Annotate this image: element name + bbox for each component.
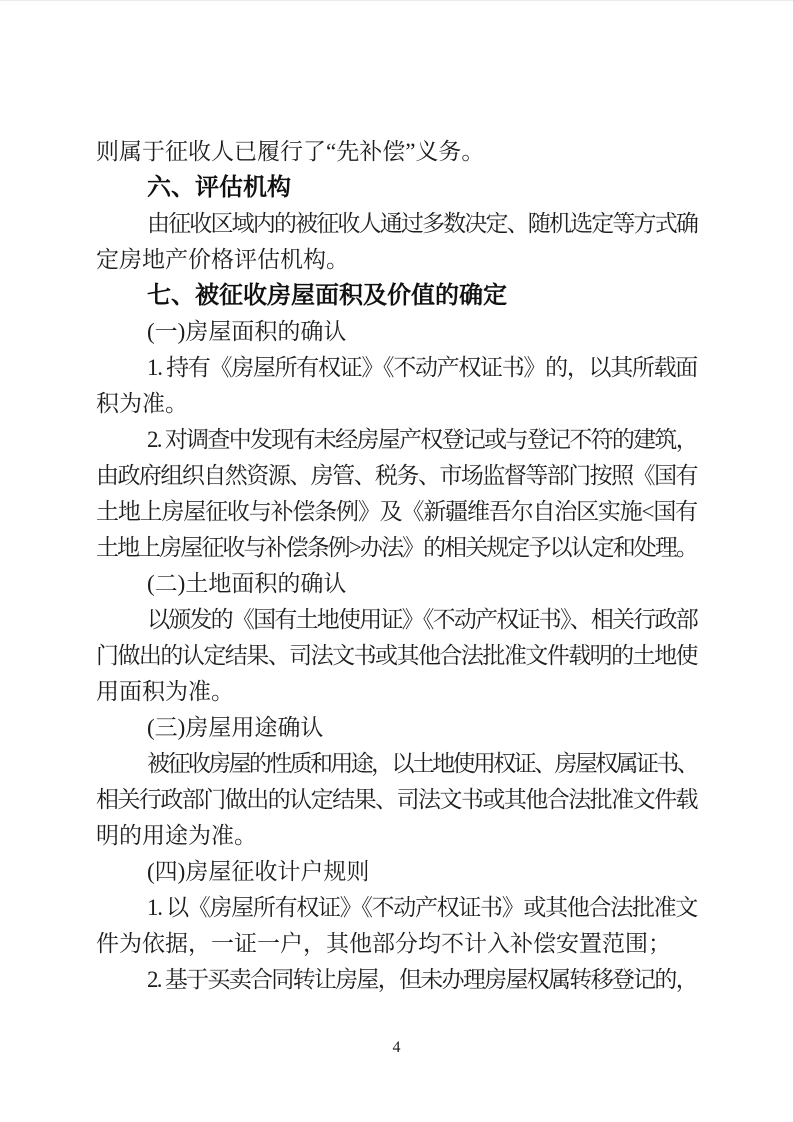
text-line: 2. 对调查中发现有未经房屋产权登记或与登记不符的建筑，	[147, 427, 698, 452]
text-line: 1. 持有《房屋所有权证》《不动产权证书》的，以其所载面	[147, 355, 698, 380]
text-line: 1. 以《房屋所有权证》《不动产权证书》或其他合法批准文	[147, 895, 698, 920]
text-line: 相关行政部门做出的认定结果、司法文书或其他合法批准文件载	[96, 787, 698, 812]
text-line: 土地上房屋征收与补偿条例》及《新疆维吾尔自治区实施<国有	[96, 499, 697, 524]
document-body	[96, 134, 697, 998]
text-line: 被征收房屋的性质和用途，以土地使用权证、房屋权属证书、	[147, 751, 698, 776]
text-line: 用面积为准。	[96, 679, 234, 704]
text-line: (一)房屋面积的确认	[147, 319, 347, 344]
text-line: 以颁发的《国有土地使用证》《不动产权证书》、相关行政部	[147, 607, 698, 632]
section-heading: 七、被征收房屋面积及价值的确定	[147, 282, 507, 309]
text-line: 由政府组织自然资源、房管、税务、市场监督等部门按照《国有	[96, 463, 698, 488]
text-line: (三)房屋用途确认	[147, 715, 324, 740]
page-number: 4	[392, 1039, 401, 1056]
text-line: 定房地产价格评估机构。	[96, 247, 349, 272]
text-line: (二)土地面积的确认	[147, 571, 347, 596]
text-line: 件为依据，一证一户，其他部分均不计入补偿安置范围；	[96, 931, 671, 956]
text-line: 由征收区域内的被征收人通过多数决定、随机选定等方式确	[147, 211, 698, 236]
text-line: 土地上房屋征收与补偿条例>办法》的相关规定予以认定和处理。	[96, 535, 697, 560]
text-line: 明的用途为准。	[96, 823, 257, 848]
text-line: 2. 基于买卖合同转让房屋，但未办理房屋权属转移登记的，	[147, 967, 698, 992]
text-line: 门做出的认定结果、司法文书或其他合法批准文件载明的土地使	[96, 643, 698, 668]
page-top-edge	[0, 0, 793, 1]
text-line: 则属于征收人已履行了“先补偿”义务。	[96, 139, 485, 164]
text-line: (四)房屋征收计户规则	[147, 859, 370, 884]
section-heading: 六、评估机构	[147, 174, 291, 201]
text-line: 积为准。	[96, 391, 188, 416]
